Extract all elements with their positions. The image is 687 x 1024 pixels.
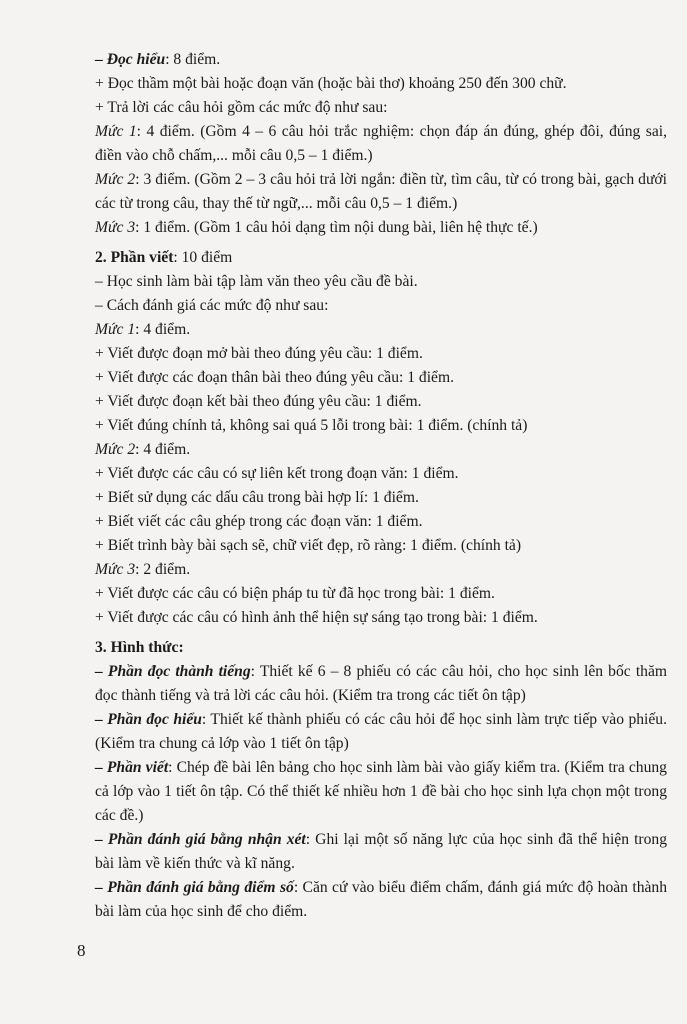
- reading-level-2: [95, 168, 667, 216]
- writing-item: – Học sinh làm bài tập làm văn theo yêu cầu đề bài.: [95, 273, 418, 290]
- format-label: – Phần đọc thành tiếng: [95, 663, 251, 680]
- format-text: : Căn cứ vào biểu điểm chấm, đánh giá mức độ hoàn thành bài làm của học sinh để cho điểm.: [95, 879, 668, 920]
- level-label: Mức 2: [95, 441, 136, 458]
- level-label: Mức 1: [95, 123, 137, 140]
- format-item-score-assessment: [95, 876, 667, 924]
- writing-item: + Viết đúng chính tả, không sai quá 5 lỗi trong bài: 1 điểm. (chính tả): [95, 417, 528, 434]
- writing-item: + Biết sử dụng các dấu câu trong bài hợp lí: 1 điểm.: [95, 489, 419, 506]
- format-label: – Phần đánh giá bằng điểm số: [95, 879, 294, 896]
- writing-item: + Biết viết các câu ghép trong các đoạn văn: 1 điểm.: [95, 513, 423, 530]
- writing-item: + Viết được đoạn kết bài theo đúng yêu cầu: 1 điểm.: [95, 393, 422, 410]
- format-item-comprehension: [95, 708, 667, 756]
- format-item-comment-assessment: [95, 828, 667, 876]
- reading-item-1: + Đọc thầm một bài hoặc đoạn văn (hoặc bài thơ) khoảng 250 đến 300 chữ.: [95, 75, 567, 92]
- reading-level-1: [95, 120, 667, 168]
- level-label: Mức 1: [95, 321, 136, 338]
- format-label: – Phần đọc hiểu: [95, 711, 202, 728]
- writing-item: + Viết được các đoạn thân bài theo đúng yêu cầu: 1 điểm.: [95, 369, 454, 386]
- level-label: Mức 3: [95, 561, 136, 578]
- format-text: : Ghi lại một số năng lực của học sinh đã thể hiện trong bài làm về kiến thức và kĩ năng.: [95, 831, 667, 872]
- writing-item: + Viết được các câu có hình ảnh thể hiện sự sáng tạo trong bài: 1 điểm.: [95, 609, 538, 626]
- section-score: : 10 điểm: [173, 249, 233, 266]
- writing-level-3: [95, 558, 667, 582]
- reading-level-3: [95, 216, 667, 240]
- writing-item: + Viết được các câu có biện pháp tu từ đã học trong bài: 1 điểm.: [95, 585, 495, 602]
- writing-item: + Biết trình bày bài sạch sẽ, chữ viết đẹp, rõ ràng: 1 điểm. (chính tả): [95, 537, 522, 554]
- page-number: 8: [77, 941, 86, 960]
- level-label: Mức 2: [95, 171, 136, 188]
- level-text: : 2 điểm.: [135, 561, 191, 578]
- label-doc-hieu: Đọc hiểu: [106, 51, 166, 68]
- dash: –: [95, 51, 107, 68]
- level-text: : 4 điểm. (Gồm 4 – 6 câu hỏi trắc nghiệm: chọn đáp án đúng, ghép đôi, đúng sai, điền vào chỗ chấm,... mỗi câu 0,5 – 1 điểm.): [95, 123, 667, 164]
- format-label: – Phần viết: [95, 759, 169, 776]
- page-content: [95, 48, 667, 924]
- writing-item: + Viết được đoạn mở bài theo đúng yêu cầu: 1 điểm.: [95, 345, 423, 362]
- reading-item-2: + Trả lời các câu hỏi gồm các mức độ như sau:: [95, 99, 388, 116]
- reading-comprehension-heading: [95, 48, 667, 72]
- format-item-read-aloud: [95, 660, 667, 708]
- writing-item: + Viết được các câu có sự liên kết trong đoạn văn: 1 điểm.: [95, 465, 459, 482]
- level-text: : 3 điểm. (Gồm 2 – 3 câu hỏi trả lời ngắn: điền từ, tìm câu, từ có trong bài, gạch dưới các từ trong câu, thay thế từ ngữ,... mỗi câu 0,5 – 1 điểm.): [95, 171, 667, 212]
- level-text: : 4 điểm.: [135, 441, 191, 458]
- level-text: : 1 điểm. (Gồm 1 câu hỏi dạng tìm nội dung bài, liên hệ thực tế.): [135, 219, 538, 236]
- writing-level-2: [95, 438, 667, 462]
- format-text: : Thiết kế thành phiếu có các câu hỏi để học sinh làm trực tiếp vào phiếu. (Kiểm tra chung cả lớp vào 1 tiết ôn tập): [95, 711, 667, 752]
- format-section-heading: 3. Hình thức:: [95, 639, 184, 656]
- format-label: – Phần đánh giá bằng nhận xét: [95, 831, 306, 848]
- score-text: : 8 điểm.: [165, 51, 221, 68]
- level-text: : 4 điểm.: [135, 321, 191, 338]
- writing-section-heading: [95, 246, 667, 270]
- format-item-writing: [95, 756, 667, 828]
- level-label: Mức 3: [95, 219, 136, 236]
- section-title: 2. Phần viết: [95, 249, 174, 266]
- writing-level-1: [95, 318, 667, 342]
- format-text: : Thiết kế 6 – 8 phiếu có các câu hỏi, cho học sinh lên bốc thăm đọc thành tiếng và trả lời các câu hỏi. (Kiểm tra trong các tiết ôn tập): [95, 663, 667, 704]
- format-text: : Chép đề bài lên bảng cho học sinh làm bài vào giấy kiểm tra. (Kiểm tra chung cả lớp vào 1 tiết ôn tập. Có thể thiết kế nhiều hơn 1 đề bài cho học sinh lựa chọn một trong các đề.): [95, 759, 667, 824]
- writing-item: – Cách đánh giá các mức độ như sau:: [95, 297, 329, 314]
